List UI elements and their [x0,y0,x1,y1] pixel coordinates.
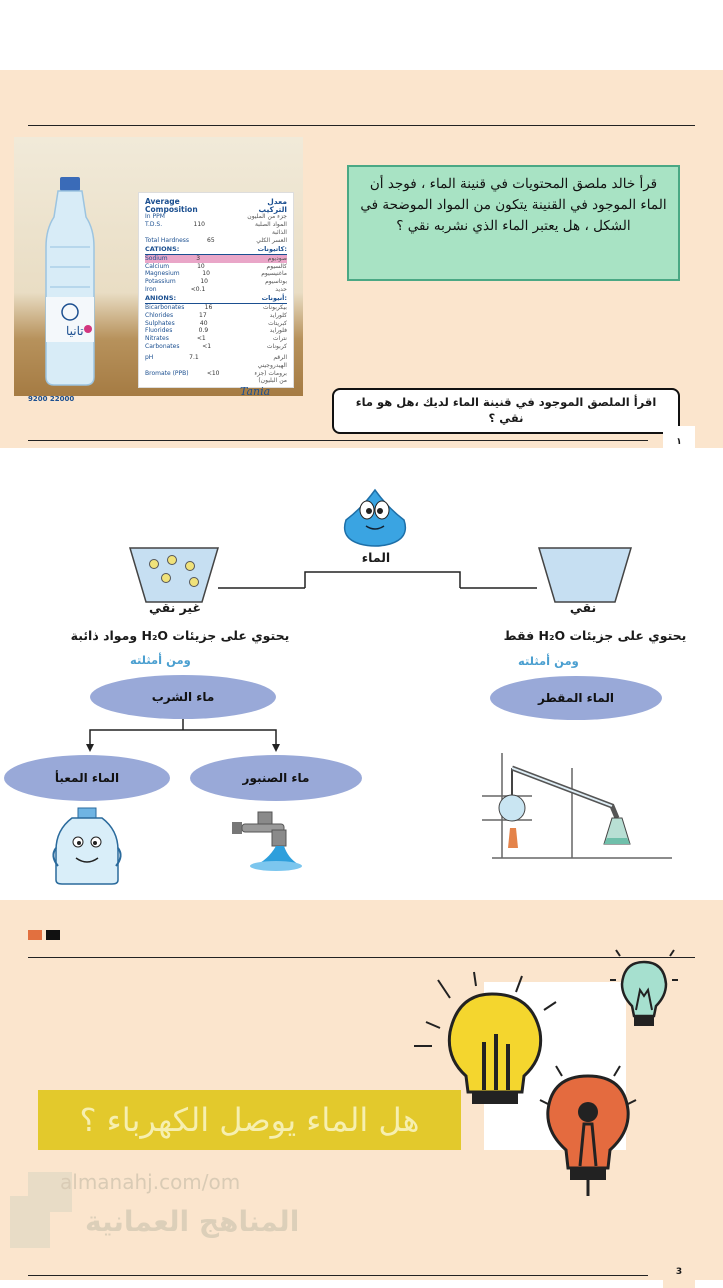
bottom-rule [28,1275,648,1276]
slide-3 [0,900,723,1280]
tap-water-icon [228,806,312,872]
impure-examples-label: ومن أمثلته [130,653,191,667]
bottle-phone-number: 9200 22000 [28,395,75,403]
row-en: pH [145,354,154,362]
water-label: الماء [361,550,391,565]
bottle-icon [40,177,100,387]
question-box: قرأ خالد ملصق المحتويات في قنينة الماء ، فوجد أن الماء الموجود في القنينة يتكون من المواد الموضحة في الشكل ، هل يعتبر الماء الذي نشربه نقي ؟ [347,165,680,281]
row-ar: ماغنيسيوم [261,270,287,278]
electricity-question: هل الماء يوصل الكهرباء ؟ [38,1090,461,1150]
row-ar: صوديوم [267,254,287,262]
row-val: <1 [196,334,206,342]
page-number: 3 [663,1256,695,1288]
pure-description: يحتوي على جزيئات H₂O فقط [503,628,687,643]
impure-description: يحتوي على جزيئات H₂O ومواد ذائبة [70,628,290,643]
bottle-brand: تانيا [66,324,84,338]
cations-heading-en: CATIONS: [145,245,180,254]
impure-beaker-icon [128,546,220,606]
row-val: 110 [193,221,205,229]
row-en: Nitrates [145,334,169,342]
top-rule [28,957,695,958]
bottom-rule [28,440,648,441]
pure-label: نقي [569,600,597,615]
row-val: 10 [202,270,210,278]
watermark-arabic: المناهج العمانية [85,1205,300,1238]
anions-heading-en: ANIONS: [145,294,177,303]
row-en: Iron [145,285,157,293]
row-val: 10 [200,278,208,286]
row-en: Chlorides [145,311,174,319]
row-ar: كربونات [266,342,287,350]
row-ar: برومات (جزء من البليون) [254,369,287,385]
row-en: Calcium [145,262,170,270]
pure-examples-label: ومن أمثلته [518,654,579,668]
card-title-en: Average Composition [145,197,198,214]
composition-label-card [138,192,294,388]
top-rule [28,125,695,126]
row-en: Potassium [145,278,176,286]
read-label-prompt: اقرأ الملصق الموجود في قنينة الماء لديك ،هل هو ماء نقي ؟ [332,388,680,434]
accent-square-black [46,930,60,940]
row-val: <0.1 [190,285,206,293]
row-ar: نترات [272,334,287,342]
slide-1 [0,70,723,448]
row-val: 7.1 [189,354,199,362]
row-val: 65 [207,236,215,244]
row-val: <10 [206,369,220,377]
pure-beaker-icon [537,546,633,606]
bottled-water-oval: الماء المعبأ [4,755,170,801]
bottled-water-icon [48,806,128,886]
row-val: 0.9 [198,327,209,335]
orange-bulb-icon [540,1060,636,1200]
row-ar: كالسيوم [266,262,287,270]
watermark-url: almanahj.com/om [60,1170,241,1194]
drinking-water-oval: ماء الشرب [90,675,276,719]
page-number: ١ [663,426,695,458]
row-ar: العسر الكلي [256,236,287,244]
green-bulb-icon [614,950,674,1036]
impure-label: غير نقي [148,600,202,615]
row-ar: حديد [275,285,287,293]
accent-square-orange [28,930,42,940]
card-unit-en: In PPM [145,213,165,221]
row-en: Carbonates [145,342,180,350]
row-en: Sodium [145,254,168,262]
row-en: Bicarbonates [145,304,185,312]
row-ar: كلورايد [269,311,287,319]
slide-2 [0,488,723,891]
bottle-brand-logo: Tania [240,385,271,398]
row-val: <1 [202,342,212,350]
row-val: 40 [199,319,208,327]
card-title-ar: معدل التركيب [258,197,287,214]
row-en: Magnesium [145,270,180,278]
row-val: 16 [204,304,213,312]
row-ar: كبريتات [268,319,287,327]
row-val: 3 [196,254,201,262]
row-en: T.D.S. [145,221,163,229]
anions-heading-ar: أنيونات: [261,294,287,303]
distilled-water-oval: الماء المقطر [490,676,662,720]
tap-water-oval: ماء الصنبور [190,755,362,801]
row-ar: بيكربونات [262,304,287,312]
cations-heading-ar: كاتيونات: [257,245,287,254]
row-en: Fluorides [145,327,173,335]
row-ar: المواد الصلبة الذائبة [254,221,287,236]
row-en: Bromate (PPB) [145,369,189,377]
water-bottle-photo [14,137,303,403]
row-val: 17 [199,311,207,319]
row-en: Sulphates [145,319,175,327]
row-en: Total Hardness [145,236,190,244]
row-ar: الرقم الهيدروجيني [257,354,287,370]
card-unit-ar: جزء من المليون [247,213,287,221]
row-ar: فلورايد [269,327,287,335]
row-val: 10 [197,262,205,270]
row-ar: بوتاسيوم [265,278,287,286]
distillation-apparatus-icon [472,748,682,878]
